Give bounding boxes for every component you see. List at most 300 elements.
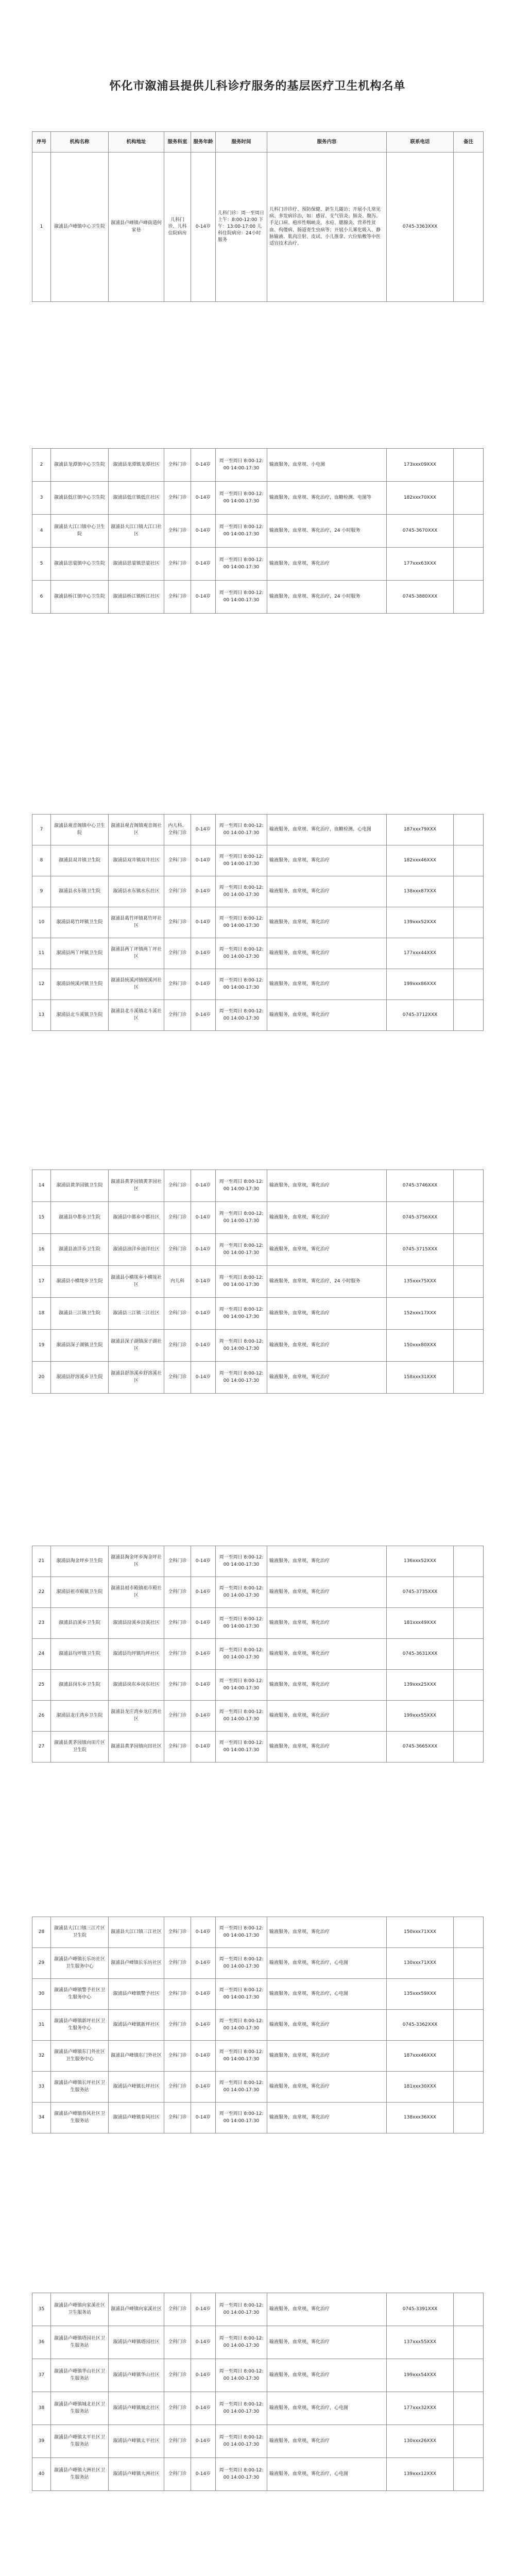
phone-cell: 0745-3631XXX [387,1639,454,1670]
service-time-cell: 周一至周日 8:00-12:00 14:00-17:30 [216,2425,267,2458]
remark-cell [454,152,484,302]
address-cell: 溆浦县两丫坪镇两丫坪社区 [109,938,164,969]
seq-cell: 26 [32,1701,51,1732]
seq-cell: 15 [32,1202,51,1234]
department-cell: 全科门诊 [164,2072,191,2103]
department-cell: 儿科门诊、儿科住院病房 [164,152,191,302]
department-cell: 全科门诊 [164,2326,191,2359]
institution-name-cell: 溆浦县思蒙镇中心卫生院 [51,548,109,581]
phone-cell: 177xxx32XXX [387,2392,454,2425]
remark-cell [454,969,484,1000]
department-cell: 全科门诊 [164,1917,191,1948]
seq-cell: 23 [32,1608,51,1639]
age-cell: 0-14岁 [191,1362,216,1394]
service-time-cell: 周一至周日 8:00-12:00 14:00-17:30 [216,2010,267,2041]
remark-cell [454,2326,484,2359]
seq-cell: 24 [32,1639,51,1670]
remark-cell [454,2293,484,2326]
service-time-cell: 周一至周日 8:00-12:00 14:00-17:30 [216,1948,267,1979]
phone-cell: 150xxx80XXX [387,1330,454,1362]
phone-cell: 187xxx46XXX [387,2041,454,2072]
department-cell: 全科门诊 [164,969,191,1000]
service-content-cell: 输液服务，血常规，雾化治疗 [267,2326,387,2359]
remark-cell [454,1639,484,1670]
table-row [32,581,484,614]
service-time-cell: 周一至周日 8:00-12:00 14:00-17:30 [216,1577,267,1608]
service-time-cell: 周一至周日 8:00-12:00 14:00-17:30 [216,845,267,876]
service-time-cell: 周一至周日 8:00-12:00 14:00-17:30 [216,1639,267,1670]
institution-name-cell: 溆浦县淘金坪乡卫生院 [51,1546,109,1577]
address-cell: 溆浦县卢峰镇警予社区 [109,1979,164,2010]
institution-name-cell: 溆浦县低庄镇中心卫生院 [51,482,109,515]
remark-cell [454,482,484,515]
remark-cell [454,1298,484,1330]
seq-cell: 18 [32,1298,51,1330]
department-cell: 全科门诊 [164,1608,191,1639]
phone-cell: 0745-3715XXX [387,1234,454,1266]
service-content-cell: 输液服务，血常规，雾化治疗，心电图 [267,1979,387,2010]
age-cell: 0-14岁 [191,2425,216,2458]
phone-cell: 0745-3712XXX [387,1000,454,1031]
age-cell: 0-14岁 [191,2392,216,2425]
phone-cell: 177xxx44XXX [387,938,454,969]
service-time-cell: 周一至周日 8:00-12:00 14:00-17:30 [216,1170,267,1202]
seq-cell: 3 [32,482,51,515]
department-cell: 全科门诊 [164,548,191,581]
remark-cell [454,815,484,845]
header-address: 机构地址 [109,132,164,152]
age-cell: 0-14岁 [191,548,216,581]
age-cell: 0-14岁 [191,515,216,548]
table-row [32,2359,484,2392]
address-cell: 溆浦县油洋乡油洋社区 [109,1234,164,1266]
remark-cell [454,1266,484,1298]
seq-cell: 34 [32,2103,51,2133]
table-row [32,449,484,482]
address-cell: 溆浦县大江口镇大江口社区 [109,515,164,548]
institution-name-cell: 溆浦县三江镇卫生院 [51,1298,109,1330]
address-cell: 溆浦县深子湖镇深子湖社区 [109,1330,164,1362]
seq-cell: 12 [32,969,51,1000]
remark-cell [454,907,484,938]
document-title: 怀化市溆浦县提供儿科诊疗服务的基层医疗卫生机构名单 [109,80,406,93]
table-row [32,1701,484,1732]
table-row [32,1000,484,1031]
service-time-cell: 周一至周日 8:00-12:00 14:00-17:30 [216,482,267,515]
department-cell: 全科门诊 [164,2041,191,2072]
department-cell: 全科门诊 [164,845,191,876]
table-row [32,2041,484,2072]
address-cell: 溆浦县卢峰镇东门外社区 [109,2041,164,2072]
institution-name-cell: 溆浦县卢峰镇中心卫生院 [51,152,109,302]
department-cell: 全科门诊 [164,1701,191,1732]
seq-cell: 14 [32,1170,51,1202]
phone-cell: 181xxx49XXX [387,1608,454,1639]
phone-cell: 0745-3746XXX [387,1170,454,1202]
table-row [32,969,484,1000]
remark-cell [454,1546,484,1577]
institution-name-cell: 溆浦县卢峰镇华山社区卫生服务站 [51,2359,109,2392]
address-cell: 溆浦县卢峰镇华山社区 [109,2359,164,2392]
department-cell: 全科门诊 [164,1170,191,1202]
institution-table-page-7 [32,2293,484,2491]
institution-name-cell: 溆浦县葛竹坪镇卫生院 [51,907,109,938]
service-content-cell: 输液服务，血常规，雾化治疗 [267,1202,387,1234]
address-cell: 溆浦县思蒙镇思蒙社区 [109,548,164,581]
seq-cell: 5 [32,548,51,581]
department-cell: 全科门诊 [164,2425,191,2458]
age-cell: 0-14岁 [191,1266,216,1298]
department-cell: 全科门诊 [164,2103,191,2133]
address-cell: 溆浦县卢峰镇大洲社区 [109,2458,164,2491]
header-age: 服务年龄 [191,132,216,152]
service-content-cell: 输液服务，血常规，雾化治疗 [267,1577,387,1608]
service-content-cell: 儿科门诊诊疗、预防保健、新生儿随访；开展小儿常见病、多发病诊治，如：感冒、支气管炎、肺炎、腹泻、手足口病、疱疹性咽峡炎、水痘、腮腺炎、营养性贫血、佝偻病、肠道寄生虫病等；开展小儿雾化吸入、静脉输液、肌肉注射、皮试、小儿推拿、穴位贴敷等中医适宜技术治疗。 [267,152,387,302]
department-cell: 全科门诊 [164,1948,191,1979]
table-row [32,1577,484,1608]
institution-name-cell: 溆浦县黄茅园镇卫生院 [51,1170,109,1202]
service-content-cell: 输液服务，血常规，雾化治疗 [267,969,387,1000]
phone-cell: 137xxx55XXX [387,2326,454,2359]
address-cell: 溆浦县卢峰镇城北社区 [109,2392,164,2425]
service-content-cell: 输液服务，血常规，雾化治疗 [267,2425,387,2458]
service-time-cell: 儿科门诊：周一至周日 上午：8:00-12:00 下午：13:00-17:00 儿科住院病房：24小时服务 [216,152,267,302]
phone-cell: 0745-3756XXX [387,1202,454,1234]
phone-cell: 139xxx25XXX [387,1670,454,1701]
seq-cell: 10 [32,907,51,938]
age-cell: 0-14岁 [191,1330,216,1362]
age-cell: 0-14岁 [191,2103,216,2133]
service-content-cell: 输液服务，血常规，雾化治疗 [267,1330,387,1362]
seq-cell: 40 [32,2458,51,2491]
service-time-cell: 周一至周日 8:00-12:00 14:00-17:30 [216,2103,267,2133]
table-row [32,2458,484,2491]
age-cell: 0-14岁 [191,482,216,515]
service-time-cell: 周一至周日 8:00-12:00 14:00-17:30 [216,1234,267,1266]
service-time-cell: 周一至周日 8:00-12:00 14:00-17:30 [216,2293,267,2326]
address-cell: 溆浦县水东镇水东社区 [109,876,164,907]
remark-cell [454,1362,484,1394]
service-time-cell: 周一至周日 8:00-12:00 14:00-17:30 [216,1979,267,2010]
service-time-cell: 周一至周日 8:00-12:00 14:00-17:30 [216,938,267,969]
remark-cell [454,938,484,969]
service-content-cell: 输液服务，血常规，雾化治疗 [267,1701,387,1732]
seq-cell: 1 [32,152,51,302]
service-content-cell: 输液服务，血常规，雾化治疗 [267,2103,387,2133]
age-cell: 0-14岁 [191,1000,216,1031]
age-cell: 0-14岁 [191,876,216,907]
table-row [32,515,484,548]
seq-cell: 38 [32,2392,51,2425]
age-cell: 0-14岁 [191,1732,216,1762]
service-content-cell: 输液服务，血常规，雾化治疗，心电图 [267,2392,387,2425]
age-cell: 0-14岁 [191,2326,216,2359]
department-cell: 全科门诊 [164,907,191,938]
remark-cell [454,1577,484,1608]
institution-name-cell: 溆浦县桥江镇中心卫生院 [51,581,109,614]
institution-name-cell: 溆浦县卢峰镇塔园社区卫生服务站 [51,2326,109,2359]
phone-cell: 182xxx70XXX [387,482,454,515]
age-cell: 0-14岁 [191,1202,216,1234]
age-cell: 0-14岁 [191,969,216,1000]
table-row [32,938,484,969]
department-cell: 全科门诊 [164,1234,191,1266]
service-content-cell: 输液服务，血常规、小电图 [267,449,387,482]
phone-cell: 138xxx36XXX [387,2103,454,2133]
table-row [32,815,484,845]
header-remark: 备注 [454,132,484,152]
address-cell: 溆浦县中都乡中都社区 [109,1202,164,1234]
remark-cell [454,449,484,482]
seq-cell: 4 [32,515,51,548]
institution-name-cell: 溆浦县小横垅乡卫生院 [51,1266,109,1298]
service-content-cell: 输液服务，血常规，雾化治疗 [267,1670,387,1701]
remark-cell [454,1234,484,1266]
phone-cell: 0745-3391XXX [387,2293,454,2326]
department-cell: 全科门诊 [164,938,191,969]
remark-cell [454,2425,484,2458]
remark-cell [454,1608,484,1639]
table-row [32,2293,484,2326]
address-cell: 溆浦县岗东乡岗东社区 [109,1670,164,1701]
department-cell: 全科门诊 [164,2293,191,2326]
institution-table-page-4 [32,1170,484,1394]
seq-cell: 9 [32,876,51,907]
service-content-cell: 输液服务，血常规、雾化治疗，24 小时服务 [267,515,387,548]
remark-cell [454,1732,484,1762]
table-row [32,1917,484,1948]
address-cell: 溆浦县均坪镇均坪社区 [109,1639,164,1670]
address-cell: 溆浦县三江镇三江社区 [109,1298,164,1330]
address-cell: 溆浦县卢峰镇长坪社区 [109,2072,164,2103]
table-row [32,1234,484,1266]
service-content-cell: 输液服务，血常规，雾化治疗 [267,548,387,581]
remark-cell [454,2392,484,2425]
age-cell: 0-14岁 [191,1577,216,1608]
phone-cell: 181xxx30XXX [387,2072,454,2103]
age-cell: 0-14岁 [191,907,216,938]
phone-cell: 150xxx71XXX [387,1917,454,1948]
department-cell: 全科门诊 [164,1577,191,1608]
address-cell: 溆浦县黄茅园镇黄茅园社区 [109,1170,164,1202]
department-cell: 内儿科 [164,1266,191,1298]
service-time-cell: 周一至周日 8:00-12:00 14:00-17:30 [216,2359,267,2392]
service-time-cell: 周一至周日 8:00-12:00 14:00-17:30 [216,2326,267,2359]
header-phone: 联系电话 [387,132,454,152]
service-content-cell: 输液服务，血常规，雾化治疗，心电图 [267,2458,387,2491]
institution-table-page-5 [32,1546,484,1762]
table-row [32,1639,484,1670]
seq-cell: 20 [32,1362,51,1394]
service-content-cell: 输液服务，血常规，雾化治疗 [267,2359,387,2392]
seq-cell: 39 [32,2425,51,2458]
table-row [32,1732,484,1762]
department-cell: 全科门诊 [164,581,191,614]
service-time-cell: 周一至周日 8:00-12:00 14:00-17:30 [216,1701,267,1732]
age-cell: 0-14岁 [191,1701,216,1732]
department-cell: 全科门诊 [164,876,191,907]
table-row [32,1298,484,1330]
age-cell: 0-14岁 [191,1639,216,1670]
service-content-cell: 输液服务，血常规，雾化治疗 [267,2072,387,2103]
institution-name-cell: 溆浦县中都乡卫生院 [51,1202,109,1234]
remark-cell [454,2010,484,2041]
service-content-cell: 输液服务，血常规，雾化治疗，心电图 [267,1948,387,1979]
address-cell: 溆浦县卢峰镇长乐坊社区 [109,1948,164,1979]
phone-cell: 138xxx87XXX [387,876,454,907]
seq-cell: 16 [32,1234,51,1266]
age-cell: 0-14岁 [191,1979,216,2010]
remark-cell [454,1701,484,1732]
seq-cell: 27 [32,1732,51,1762]
header-content: 服务内容 [267,132,387,152]
seq-cell: 33 [32,2072,51,2103]
table-row [32,482,484,515]
remark-cell [454,548,484,581]
seq-cell: 32 [32,2041,51,2072]
seq-cell: 11 [32,938,51,969]
table-row [32,1330,484,1362]
service-time-cell: 周一至周日 8:00-12:00 14:00-17:30 [216,1608,267,1639]
phone-cell: 173xxx09XXX [387,449,454,482]
address-cell: 溆浦县卢峰镇向家溪社区 [109,2293,164,2326]
phone-cell: 199xxx55XXX [387,1701,454,1732]
remark-cell [454,2458,484,2491]
institution-name-cell: 溆浦县卢峰镇长乐坊社区卫生服务中心 [51,1948,109,1979]
department-cell: 全科门诊 [164,515,191,548]
phone-cell: 177xxx63XXX [387,548,454,581]
address-cell: 溆浦县舒溶溪乡舒溶溪社区 [109,1362,164,1394]
address-cell: 溆浦县低庄镇低庄社区 [109,482,164,515]
institution-name-cell: 溆浦县北斗溪镇卫生院 [51,1000,109,1031]
seq-cell: 31 [32,2010,51,2041]
service-content-cell: 输液服务，血常规，雾化治疗 [267,1170,387,1202]
remark-cell [454,2041,484,2072]
table-row [32,1670,484,1701]
age-cell: 0-14岁 [191,2458,216,2491]
remark-cell [454,515,484,548]
service-content-cell: 输液服务，血常规，雾化治疗 [267,1234,387,1266]
institution-name-cell: 溆浦县大江口镇中心卫生院 [51,515,109,548]
institution-name-cell: 溆浦县祖市殿镇卫生院 [51,1577,109,1608]
age-cell: 0-14岁 [191,581,216,614]
remark-cell [454,2072,484,2103]
institution-name-cell: 溆浦县卢峰镇春风社区卫生服务站 [51,2103,109,2133]
service-time-cell: 周一至周日 8:00-12:00 14:00-17:30 [216,969,267,1000]
service-content-cell: 输液服务，血常规，雾化治疗 [267,1917,387,1948]
phone-cell: 135xxx75XXX [387,1266,454,1298]
table-row [32,2392,484,2425]
institution-name-cell: 溆浦县卢峰镇东门外社区卫生服务中心 [51,2041,109,2072]
service-time-cell: 周一至周日 8:00-12:00 14:00-17:30 [216,449,267,482]
service-time-cell: 周一至周日 8:00-12:00 14:00-17:30 [216,907,267,938]
service-content-cell: 输液服务，血常规，雾化治疗 [267,1298,387,1330]
service-time-cell: 周一至周日 8:00-12:00 14:00-17:30 [216,1202,267,1234]
age-cell: 0-14岁 [191,1670,216,1701]
service-content-cell: 输液服务，血常规，雾化治疗 [267,876,387,907]
table-row [32,2425,484,2458]
department-cell: 全科门诊 [164,1979,191,2010]
remark-cell [454,1917,484,1948]
institution-name-cell: 溆浦县大江口镇三江片区卫生院 [51,1917,109,1948]
seq-cell: 6 [32,581,51,614]
address-cell: 溆浦县龙潭镇龙潭社区 [109,449,164,482]
service-content-cell: 输液服务，血常规、雾化治疗，血糖检测、电图等 [267,482,387,515]
age-cell: 0-14岁 [191,845,216,876]
service-time-cell: 周一至周日 8:00-12:00 14:00-17:30 [216,2392,267,2425]
service-content-cell: 输液服务，血常规，雾化治疗 [267,1608,387,1639]
table-row [32,1170,484,1202]
institution-table-page-1 [32,131,484,302]
institution-name-cell: 溆浦县卢峰镇长坪社区卫生服务站 [51,2072,109,2103]
department-cell: 全科门诊 [164,2010,191,2041]
service-time-cell: 周一至周日 8:00-12:00 14:00-17:30 [216,2072,267,2103]
institution-name-cell: 溆浦县卢峰镇太平社区卫生服务站 [51,2425,109,2458]
phone-cell: 152xxx17XXX [387,1298,454,1330]
service-time-cell: 周一至周日 8:00-12:00 14:00-17:30 [216,1298,267,1330]
seq-cell: 21 [32,1546,51,1577]
phone-cell: 135xxx59XXX [387,1979,454,2010]
age-cell: 0-14岁 [191,2041,216,2072]
remark-cell [454,581,484,614]
service-time-cell: 周一至周日 8:00-12:00 14:00-17:30 [216,2458,267,2491]
institution-name-cell: 溆浦县卢峰镇大洲社区卫生服务站 [51,2458,109,2491]
service-time-cell: 周一至周日 8:00-12:00 14:00-17:30 [216,548,267,581]
table-row [32,2010,484,2041]
table-row [32,1948,484,1979]
age-cell: 0-14岁 [191,2010,216,2041]
service-time-cell: 周一至周日 8:00-12:00 14:00-17:30 [216,1546,267,1577]
header-time: 服务时间 [216,132,267,152]
phone-cell: 0745-3362XXX [387,2010,454,2041]
seq-cell: 17 [32,1266,51,1298]
phone-cell: 0745-3665XXX [387,1732,454,1762]
age-cell: 0-14岁 [191,1234,216,1266]
header-department: 服务科室 [164,132,191,152]
service-time-cell: 周一至周日 8:00-12:00 14:00-17:30 [216,1000,267,1031]
address-cell: 溆浦县大江口镇三江社区 [109,1917,164,1948]
age-cell: 0-14岁 [191,815,216,845]
service-time-cell: 周一至周日 8:00-12:00 14:00-17:30 [216,1362,267,1394]
phone-cell: 130xxx26XXX [387,2425,454,2458]
institution-name-cell: 溆浦县均坪镇卫生院 [51,1639,109,1670]
address-cell: 溆浦县卢峰镇卢峰街道何家巷 [109,152,164,302]
department-cell: 全科门诊 [164,449,191,482]
institution-name-cell: 溆浦县双井镇卫生院 [51,845,109,876]
institution-name-cell: 溆浦县水东镇卫生院 [51,876,109,907]
address-cell: 溆浦县小横垅乡小横垅社区 [109,1266,164,1298]
service-content-cell: 输液服务，血常规，雾化治疗 [267,907,387,938]
address-cell: 溆浦县北斗溪镇北斗溪社区 [109,1000,164,1031]
department-cell: 全科门诊 [164,1670,191,1701]
remark-cell [454,876,484,907]
institution-table-page-6 [32,1917,484,2133]
phone-cell: 199xxx86XXX [387,969,454,1000]
service-content-cell: 输液服务，血常规、雾化治疗，24 小时服务 [267,581,387,614]
age-cell: 0-14岁 [191,1608,216,1639]
phone-cell: 158xxx31XXX [387,1362,454,1394]
address-cell: 溆浦县卢峰镇新坪社区 [109,2010,164,2041]
address-cell: 溆浦县黄茅园镇向田社区 [109,1732,164,1762]
service-time-cell: 周一至周日 8:00-12:00 14:00-17:30 [216,1266,267,1298]
department-cell: 全科门诊 [164,1639,191,1670]
service-time-cell: 周一至周日 8:00-12:00 14:00-17:30 [216,876,267,907]
seq-cell: 35 [32,2293,51,2326]
phone-cell: 0745-3363XXX [387,152,454,302]
service-time-cell: 周一至周日 8:00-12:00 14:00-17:30 [216,1330,267,1362]
table-row [32,2072,484,2103]
institution-table-page-2 [32,448,484,614]
